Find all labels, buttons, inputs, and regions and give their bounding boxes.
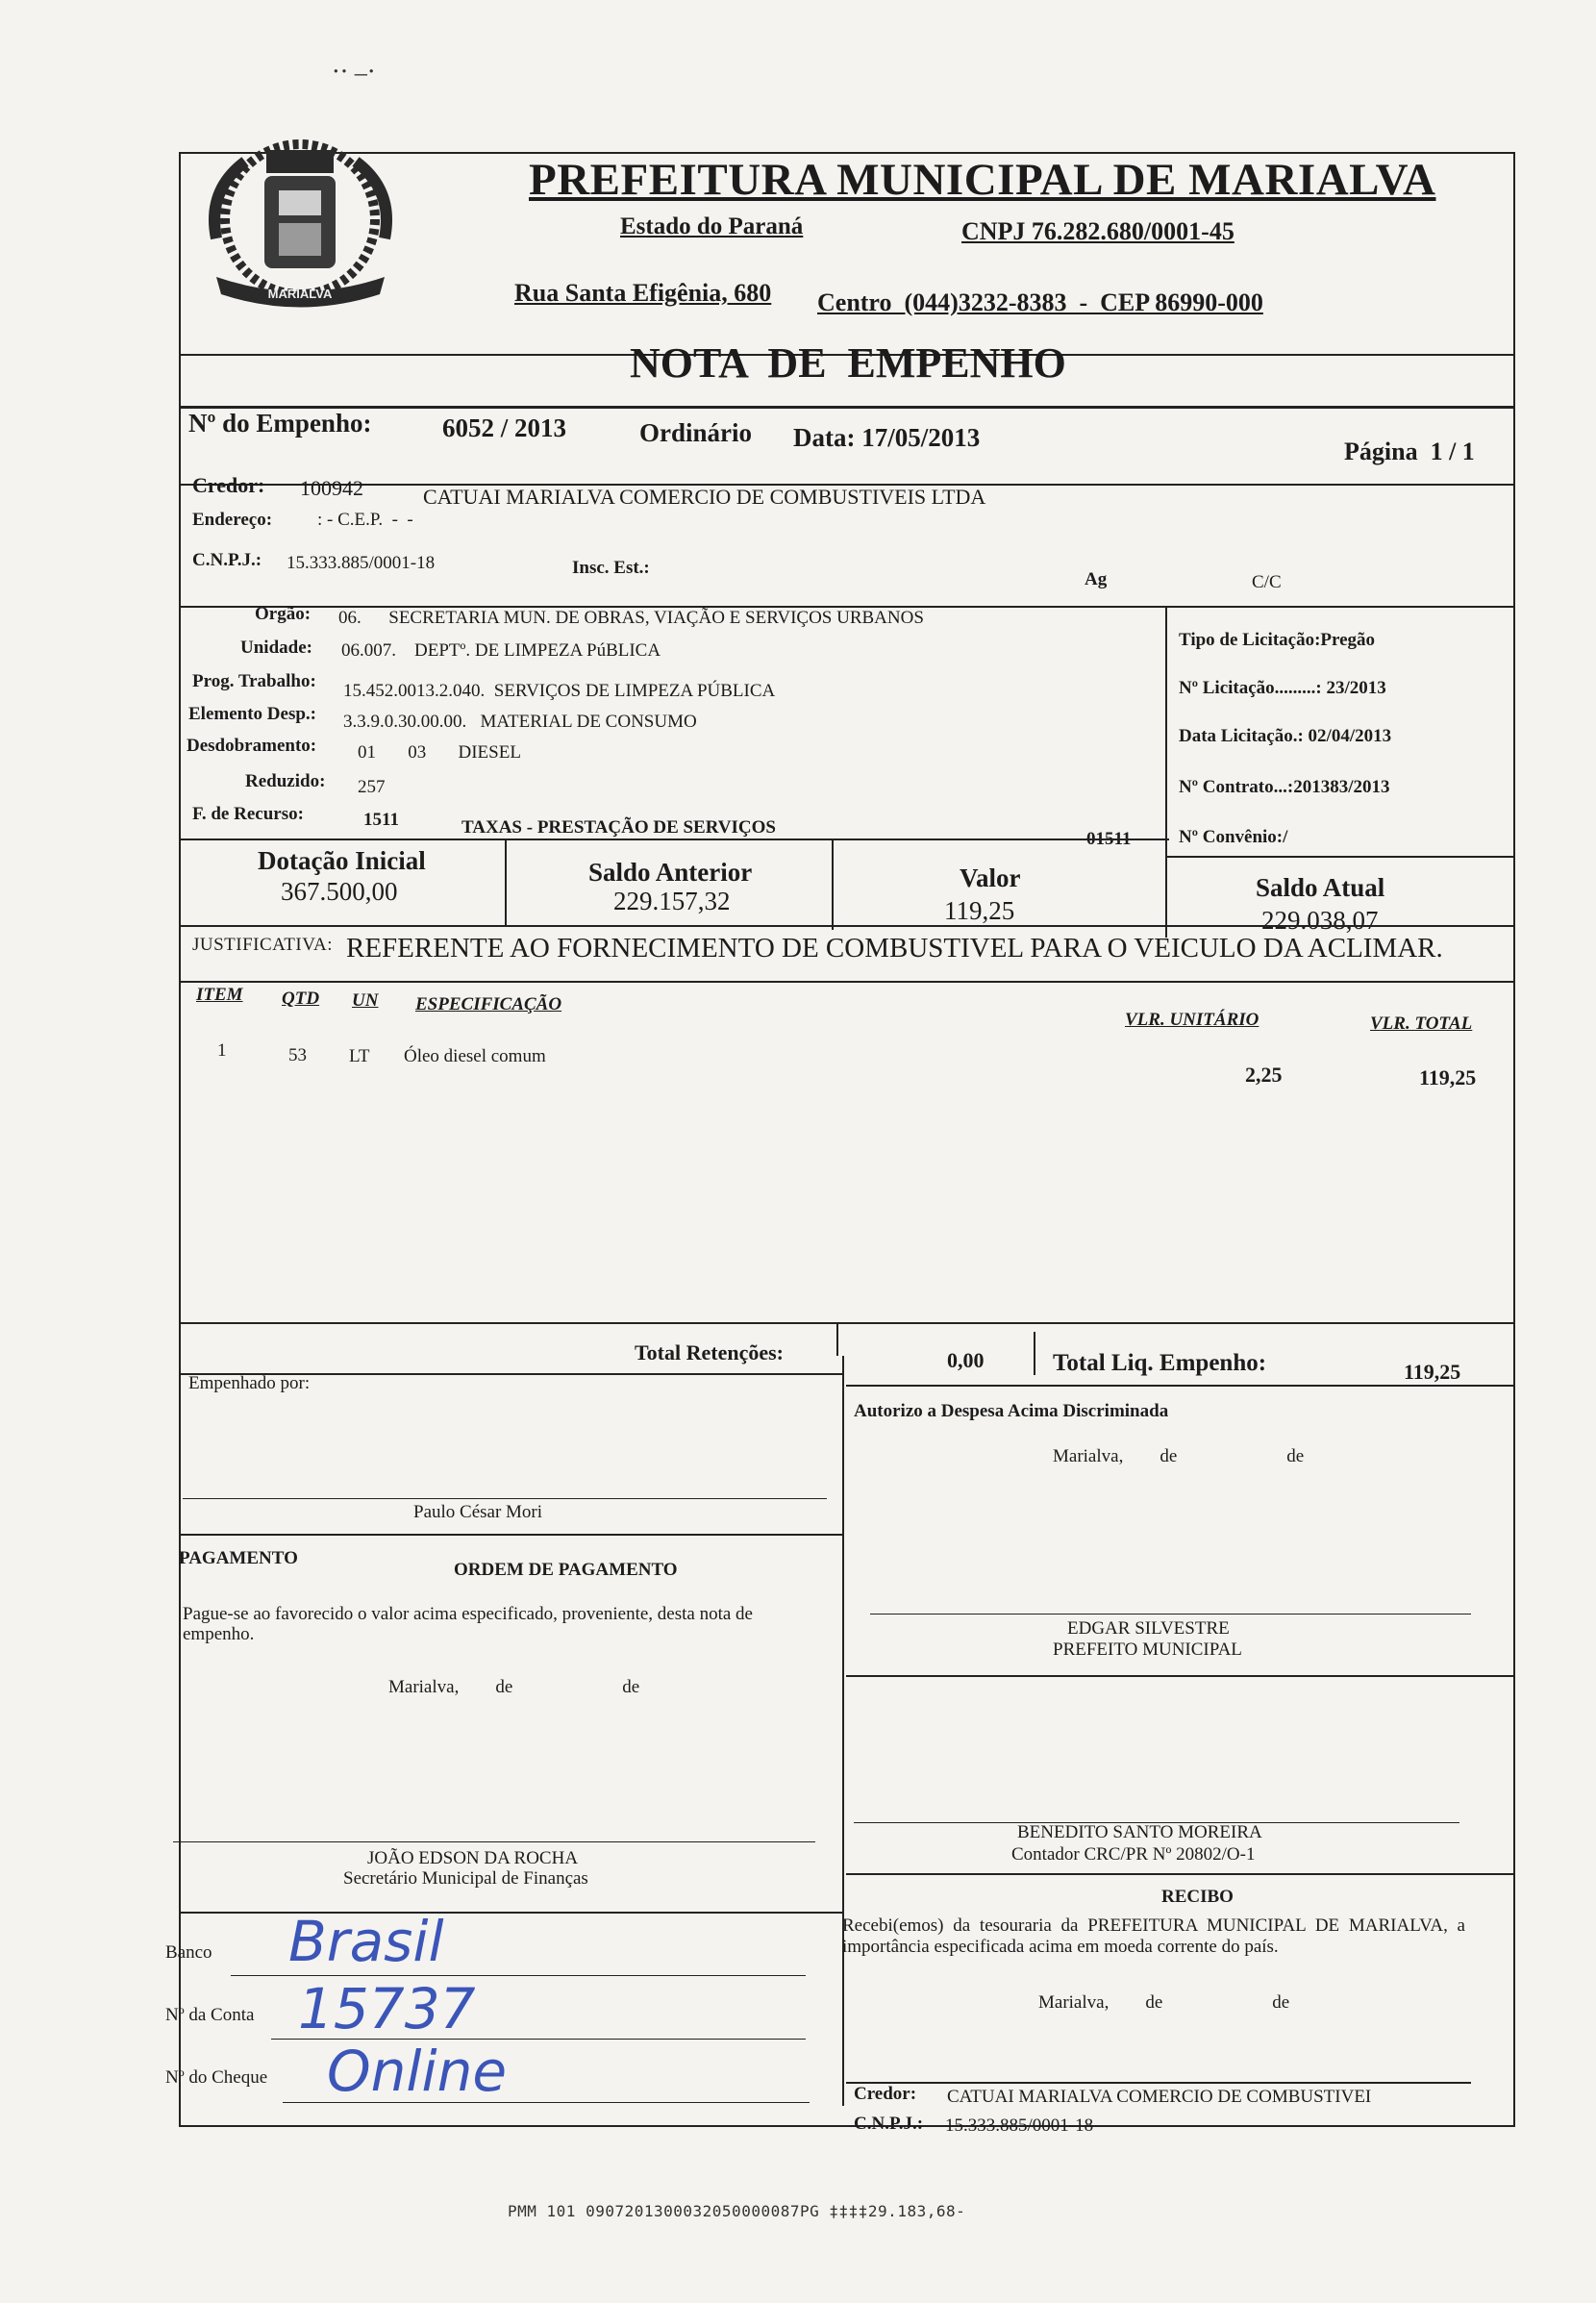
pagamento-label: PAGAMENTO: [179, 1548, 298, 1568]
empenho-date: Data: 17/05/2013: [793, 423, 981, 452]
divider: [846, 1873, 1513, 1875]
recibo-cnpj: 15.333.885/0001-18: [945, 2115, 1094, 2136]
col-header-item: ITEM: [196, 985, 243, 1005]
insc-est-label: Insc. Est.:: [572, 558, 650, 578]
valor-label: Valor: [960, 864, 1021, 892]
prog-label: Prog. Trabalho:: [192, 671, 316, 691]
signature-line: [870, 1614, 1471, 1615]
creditor-label: Credor:: [192, 473, 265, 497]
pagamento-date-line: Marialva, de de: [388, 1677, 640, 1697]
reduzido-label: Reduzido:: [245, 771, 326, 791]
table-row-un: LT: [349, 1046, 370, 1066]
footer-code: PMM 101 0907201300032050000087PG ‡‡‡‡29.183,68-: [508, 2202, 966, 2220]
contrato-numero: Nº Contrato...:201383/2013: [1179, 777, 1390, 797]
col-header-vlr-total: VLR. TOTAL: [1370, 1014, 1473, 1034]
elemento-label: Elemento Desp.:: [188, 704, 316, 724]
saldo-atual-value: 229.038,07: [1261, 906, 1379, 935]
valor-value: 119,25: [944, 896, 1015, 925]
justificativa-text: REFERENTE AO FORNECIMENTO DE COMBUSTIVEL PARA O VEICULO DA ACLIMAR.: [346, 933, 1443, 964]
creditor-code: 100942: [300, 476, 363, 500]
col-header-qtd: QTD: [282, 989, 320, 1009]
total-liquido-value: 119,25: [1404, 1360, 1461, 1384]
recibo-text: Recebi(emos) da tesouraria da PREFEITURA MUNICIPAL DE MARIALVA, a importância especificada acima em moeda corrente do país.: [842, 1915, 1465, 1957]
prefeitura-cnpj: CNPJ 76.282.680/0001-45: [961, 217, 1234, 245]
page-title: PREFEITURA MUNICIPAL DE MARIALVA: [529, 155, 1436, 205]
licitacao-numero: Nº Licitação.........: 23/2013: [1179, 678, 1386, 698]
saldo-anterior-value: 229.157,32: [613, 887, 731, 915]
recibo-credor-label: Credor:: [854, 2084, 917, 2104]
empenhado-por-name: Paulo César Mori: [413, 1502, 543, 1522]
col-header-un: UN: [352, 990, 379, 1011]
recurso-label: F. de Recurso:: [192, 804, 304, 824]
coat-of-arms: [197, 123, 404, 325]
secretario-title: Secretário Municipal de Finanças: [343, 1868, 588, 1889]
divider: [179, 1534, 842, 1536]
table-row-unit-price: 2,25: [1245, 1063, 1283, 1087]
dotacao-label: Dotação Inicial: [258, 846, 426, 875]
col-header-vlr-unitario: VLR. UNITÁRIO: [1125, 1010, 1259, 1030]
conta-handwriting: 15737: [298, 1976, 476, 2041]
recibo-title: RECIBO: [1161, 1887, 1234, 1907]
creditor-name: CATUAI MARIALVA COMERCIO DE COMBUSTIVEIS LTDA: [423, 485, 986, 509]
recibo-cnpj-label: C.N.P.J.:: [854, 2114, 924, 2134]
document-title: NOTA DE EMPENHO: [630, 339, 1066, 387]
saldo-anterior-label: Saldo Anterior: [588, 858, 753, 887]
unidade-value: 06.007. DEPTº. DE LIMPEZA PúBLICA: [341, 640, 661, 661]
justificativa-label: JUSTIFICATIVA:: [192, 935, 334, 955]
divider: [842, 1356, 844, 2106]
desdobramento-label: Desdobramento:: [187, 736, 317, 756]
divider: [179, 925, 1513, 927]
col-header-especificacao: ESPECIFICAÇÃO: [415, 994, 562, 1014]
divider: [846, 1675, 1513, 1677]
prefeito-title: PREFEITO MUNICIPAL: [1053, 1640, 1242, 1660]
table-row-qtd: 53: [288, 1045, 307, 1065]
autorizo-label: Autorizo a Despesa Acima Discriminada: [854, 1401, 1169, 1421]
cheque-label: Nº do Cheque: [165, 2067, 268, 2088]
reduzido-value: 257: [358, 777, 386, 797]
retencoes-value: 0,00: [947, 1348, 985, 1372]
cnpj-label: C.N.P.J.:: [192, 550, 262, 570]
creditor-cnpj: 15.333.885/0001-18: [287, 553, 436, 573]
saldo-atual-label: Saldo Atual: [1256, 873, 1385, 902]
divider: [179, 839, 1169, 840]
scan-mark: ․․ _․: [332, 50, 376, 78]
desdobramento-value: 01 03 DIESEL: [358, 742, 521, 763]
address-value: : - C.E.P. - -: [317, 510, 413, 530]
retencoes-label: Total Retenções:: [635, 1340, 784, 1364]
district-phone-cep: Centro (044)3232-8383 - CEP 86990-000: [817, 288, 1263, 316]
cheque-handwriting: Online: [327, 2039, 508, 2104]
table-row-total: 119,25: [1419, 1065, 1477, 1089]
dotacao-value: 367.500,00: [281, 877, 398, 906]
state-label: Estado do Paraná: [620, 213, 804, 239]
divider: [1165, 856, 1513, 858]
total-liquido-label: Total Liq. Empenho:: [1053, 1350, 1267, 1376]
page-number: Página 1 / 1: [1344, 438, 1475, 465]
divider: [179, 1912, 842, 1914]
prefeito-name: EDGAR SILVESTRE: [1067, 1618, 1230, 1639]
contador-title: Contador CRC/PR Nº 20802/O-1: [1011, 1844, 1256, 1865]
signature-line: [173, 1841, 815, 1842]
divider: [179, 1322, 1513, 1324]
empenhado-por-label: Empenhado por:: [188, 1373, 311, 1393]
recibo-credor-name: CATUAI MARIALVA COMERCIO DE COMBUSTIVEI: [947, 2087, 1372, 2107]
divider: [1034, 1332, 1035, 1375]
signature-line: [183, 1498, 827, 1499]
prog-value: 15.452.0013.2.040. SERVIÇOS DE LIMPEZA PÚBLICA: [343, 681, 776, 701]
recurso-code: 01511: [1086, 829, 1132, 849]
ag-label: Ag: [1085, 569, 1108, 589]
divider: [846, 1385, 1513, 1387]
pagamento-text: Pague-se ao favorecido o valor acima especificado, proveniente, desta nota de empenho.: [183, 1604, 753, 1644]
orgao-value: 06. SECRETARIA MUN. DE OBRAS, VIAÇÃO E SERVIÇOS URBANOS: [338, 608, 924, 628]
divider: [832, 839, 834, 930]
divider: [846, 2082, 1471, 2084]
address-label: Endereço:: [192, 510, 273, 530]
unidade-label: Unidade:: [240, 638, 312, 658]
orgao-label: Orgão:: [255, 604, 312, 624]
banco-handwriting: Brasil: [288, 1909, 444, 1974]
secretario-name: JOÃO EDSON DA ROCHA: [367, 1848, 579, 1868]
divider: [836, 1322, 838, 1356]
recibo-date-line: Marialva, de de: [1038, 1992, 1290, 2013]
licitacao-tipo: Tipo de Licitação:Pregão: [1179, 630, 1376, 650]
licitacao-data: Data Licitação.: 02/04/2013: [1179, 726, 1392, 746]
recurso-value: 1511: [363, 810, 399, 830]
empenho-number: 6052 / 2013: [442, 413, 567, 442]
banco-label: Banco: [165, 1942, 212, 1963]
autorizo-date-line: Marialva, de de: [1053, 1446, 1305, 1466]
empenho-number-label: Nº do Empenho:: [188, 409, 372, 438]
recurso-description: TAXAS - PRESTAÇÃO DE SERVIÇOS: [461, 817, 776, 838]
divider: [179, 981, 1513, 983]
contador-name: BENEDITO SANTO MOREIRA: [1017, 1822, 1262, 1842]
coat-of-arms-icon: [197, 123, 404, 325]
street-address: Rua Santa Efigênia, 680: [514, 279, 772, 307]
empenho-type: Ordinário: [639, 418, 753, 447]
elemento-value: 3.3.9.0.30.00.00. MATERIAL DE CONSUMO: [343, 712, 697, 732]
divider: [179, 406, 1513, 409]
cc-label: C/C: [1252, 572, 1282, 592]
divider: [1165, 606, 1167, 856]
divider: [505, 839, 507, 925]
table-row-spec: Óleo diesel comum: [404, 1046, 546, 1066]
ordem-pagamento-label: ORDEM DE PAGAMENTO: [454, 1560, 678, 1580]
coat-of-arms-text: MARIALVA: [267, 287, 333, 301]
table-row-item: 1: [217, 1040, 227, 1061]
convenio-numero: Nº Convênio:/: [1179, 827, 1288, 847]
conta-label: Nº da Conta: [165, 2005, 255, 2025]
